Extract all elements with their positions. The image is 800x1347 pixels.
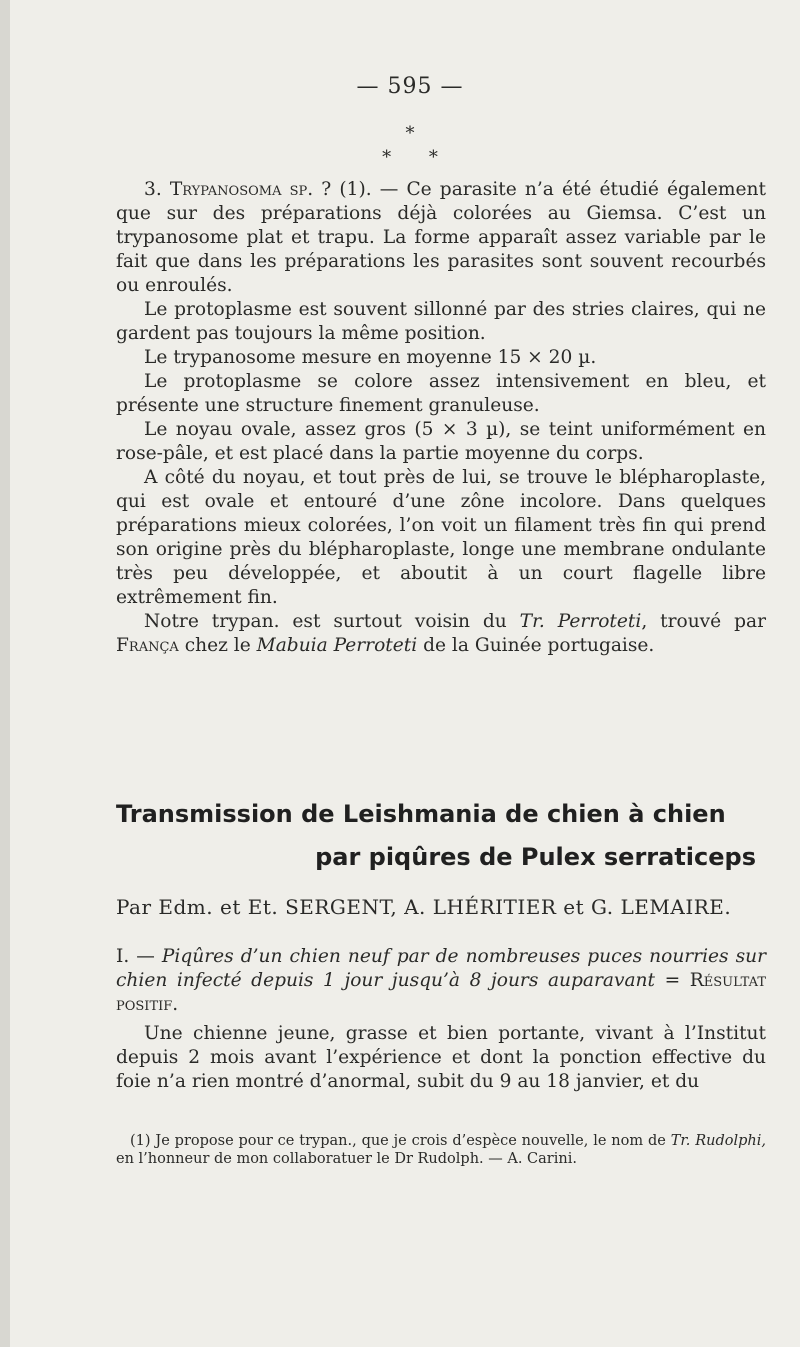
paragraph-7 (116, 610, 766, 658)
section-number: I. — (116, 946, 162, 967)
paragraph-5: Le noyau ovale, assez gros (5 × 3 µ), se teint uniformément en rose-pâle, et est placé dans la partie moyenne du corps. (116, 419, 766, 464)
separator-star-top: * (405, 123, 415, 144)
article-title-line-2: par piqûres de Pulex serraticeps (315, 843, 756, 871)
footnote-start: (1) Je propose pour ce trypan., que je crois d’espèce nouvelle, le nom de (130, 1133, 671, 1149)
separator-star-bottom: * * (382, 147, 454, 168)
article-authors: Par Edm. et Et. SERGENT, A. LHÉRITIER et G. LEMAIRE. (116, 895, 732, 919)
footnote-end: en l’honneur de mon collaboratuer le Dr Rudolph. — A. Carini. (116, 1151, 577, 1167)
paragraph-1-text: — Ce parasite n’a été étudié également que sur des préparations déjà colorées au Giemsa. C’est un trypanosome plat et trapu. La forme apparaît assez variable par le fait que dans les préparations les parasites sont souvent recourbés ou enroulés. (116, 179, 766, 296)
page-number: — 595 — (356, 74, 464, 99)
section-result: = Résultat positif. (116, 970, 766, 1015)
trypanosoma-section (116, 178, 766, 658)
species-label: 3. Trypanosoma sp. ? (1). (144, 179, 372, 200)
footnote-species-name: Tr. Rudolphi, (670, 1133, 766, 1149)
section-separator-stars (10, 122, 800, 170)
paragraph-4: Le protoplasme se colore assez intensivement en bleu, et présente une structure finement granuleuse. (116, 371, 766, 416)
section-heading-italic: Piqûres d’un chien neuf par de nombreuses puces nourries sur chien infecté depuis 1 jour jusqu’à 8 jours auparavant (116, 946, 766, 991)
article-title-line-1: Transmission de Leishmania de chien à chien (116, 800, 726, 828)
section-1-body: Une chienne jeune, grasse et bien portante, vivant à l’Institut depuis 2 mois avant l’expérience et dont la ponction effective du foie n’a rien montré d’anormal, subit du 9 au 18 janvier, et du (116, 1023, 766, 1092)
footnote (116, 1132, 766, 1168)
species-name-perroteti: Tr. Perroteti (519, 611, 642, 632)
paragraph-7-end: de la Guinée portugaise. (417, 635, 655, 656)
paragraph-7-mid: , trouvé par (641, 611, 766, 632)
paragraph-7-start: Notre trypan. est surtout voisin du (144, 611, 520, 632)
paragraph-6: A côté du noyau, et tout près de lui, se trouve le blépharoplaste, qui est ovale et entouré d’une zône incolore. Dans quelques préparations mieux colorées, l’on voit un filament très fin qui prend son origine près du blépharoplaste, longe une membrane ondulante très peu développée, et aboutit à un court flagelle libre extrêmement fin. (116, 467, 766, 608)
paragraph-7-chez: chez le (178, 635, 257, 656)
species-name-mabuia: Mabuia Perroteti (256, 635, 418, 656)
author-franca: França (116, 635, 179, 656)
paragraph-2: Le protoplasme est souvent sillonné par des stries claires, qui ne gardent pas toujours la même position. (116, 299, 766, 344)
paragraph-1 (116, 178, 766, 298)
section-heading-1 (116, 945, 766, 1017)
paragraph-3: Le trypanosome mesure en moyenne 15 × 20 µ. (144, 347, 597, 368)
